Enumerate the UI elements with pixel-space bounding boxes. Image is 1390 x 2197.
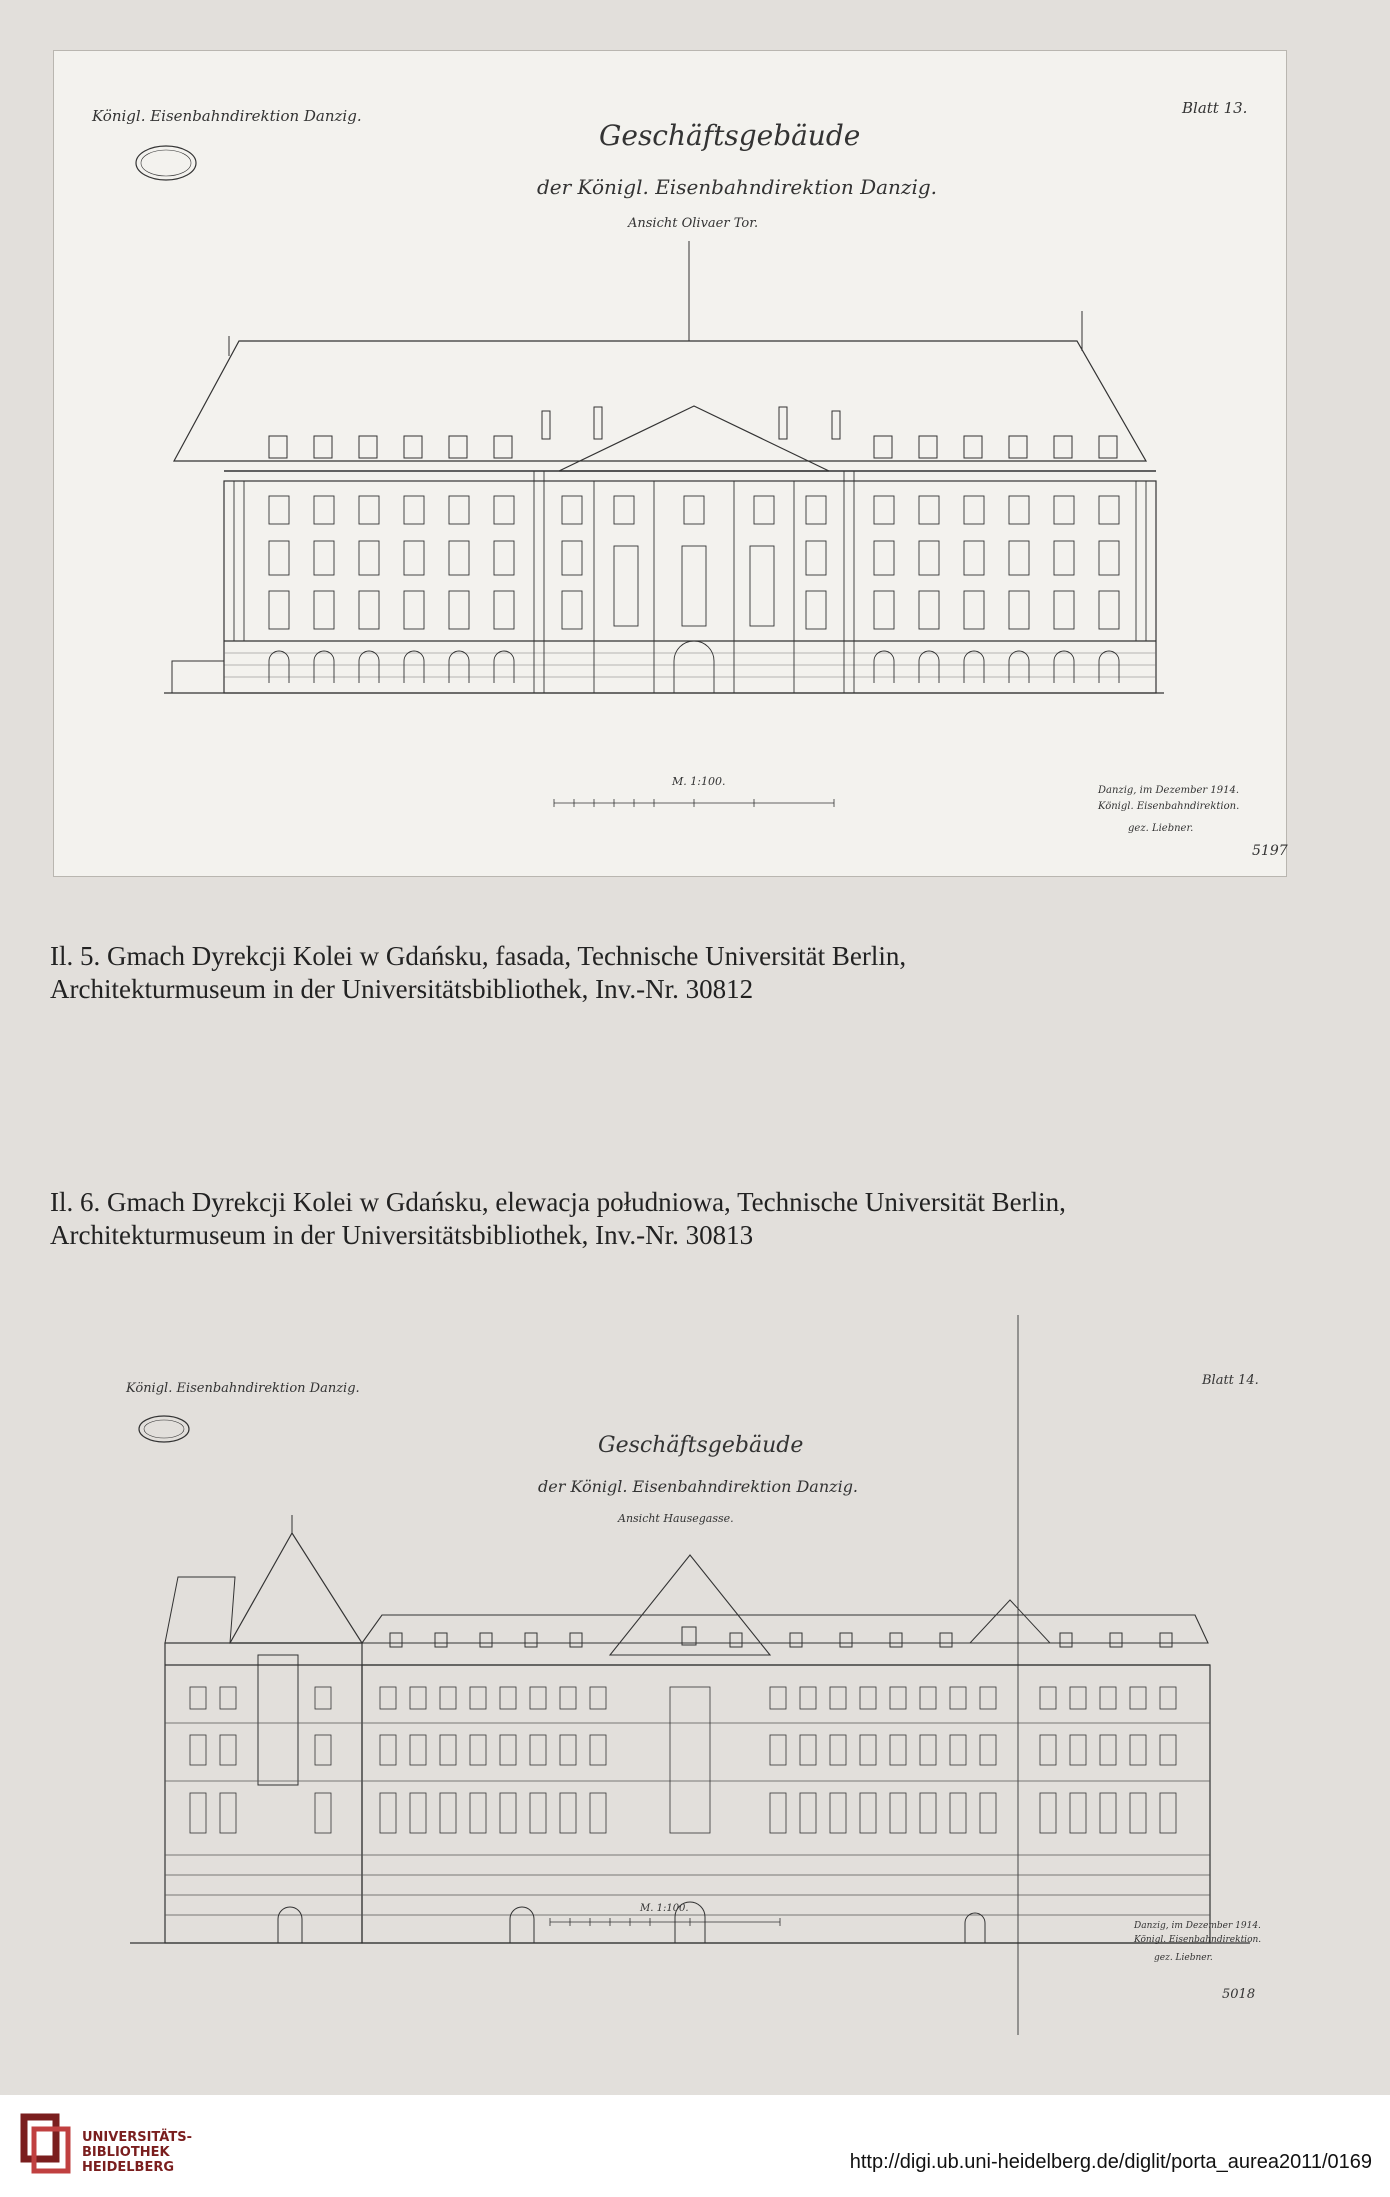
drawing-signature: gez. Liebner. [1128,823,1194,834]
drawing-scale-label: M. 1:100. [672,775,726,788]
caption-line: Architekturmuseum in der Universitätsbibliothek, Inv.-Nr. 30812 [50,974,754,1004]
facade-elevation-drawing [54,51,1286,876]
drawing-view-label: Ansicht Hausegasse. [618,1512,734,1525]
logo-line: BIBLIOTHEK [82,2145,170,2160]
archive-stamp [136,146,196,180]
drawing-inventory-mark: 5197 [1252,843,1288,859]
drawing-org-label: Königl. Eisenbahndirektion Danzig. [126,1381,360,1396]
figure-caption-6 [50,1186,1066,1252]
caption-line: Il. 6. Gmach Dyrekcji Kolei w Gdańsku, elewacja południowa, Technische Universität Berlin, [50,1187,1066,1217]
window-rows [190,1687,1176,1833]
window-grid [269,496,1119,629]
dormers [390,1627,1172,1647]
drawing-scale-label: M. 1:100. [640,1903,689,1914]
drawing-title: Geschäftsgebäude [598,1433,804,1458]
dormers-left [269,436,512,458]
drawing-sheet-number: Blatt 13. [1182,99,1248,117]
dormers-right [874,436,1117,458]
south-elevation-drawing [90,1315,1290,2035]
drawing-inventory-mark: 5018 [1222,1987,1256,2002]
library-logo-text [82,2130,192,2175]
drawing-signature-org: Königl. Eisenbahndirektion. [1134,1935,1262,1945]
drawing-title: Geschäftsgebäude [599,119,861,152]
drawing-view-label: Ansicht Olivaer Tor. [628,216,759,231]
drawing-place-date: Danzig, im Dezember 1914. [1134,1921,1261,1931]
digital-library-footer [0,2095,1390,2197]
scale-bar [550,1918,780,1926]
figure-caption-5 [50,940,906,1006]
ground-floor-arches [269,641,1119,693]
source-url-link[interactable]: http://digi.ub.uni-heidelberg.de/diglit/porta_aurea2011/0169 [849,2151,1372,2173]
caption-line: Il. 5. Gmach Dyrekcji Kolei w Gdańsku, fasada, Technische Universität Berlin, [50,941,907,971]
logo-line: UNIVERSITÄTS- [82,2130,192,2145]
library-logo-icon [14,2109,74,2179]
logo-line: HEIDELBERG [82,2160,175,2175]
drawing-place-date: Danzig, im Dezember 1914. [1098,785,1240,796]
caption-line: Architekturmuseum in der Universitätsbibliothek, Inv.-Nr. 30813 [50,1220,754,1250]
drawing-sheet-number: Blatt 14. [1202,1373,1259,1388]
drawing-subtitle: der Königl. Eisenbahndirektion Danzig. [538,1477,859,1496]
architectural-drawing-facade [53,50,1287,877]
architectural-drawing-south-elevation [90,1315,1290,2035]
drawing-org-label: Königl. Eisenbahndirektion Danzig. [92,107,362,125]
drawing-signature: gez. Liebner. [1154,1953,1213,1963]
scale-bar [554,799,834,807]
drawing-signature-org: Königl. Eisenbahndirektion. [1098,801,1240,812]
drawing-subtitle: der Königl. Eisenbahndirektion Danzig. [537,175,938,199]
